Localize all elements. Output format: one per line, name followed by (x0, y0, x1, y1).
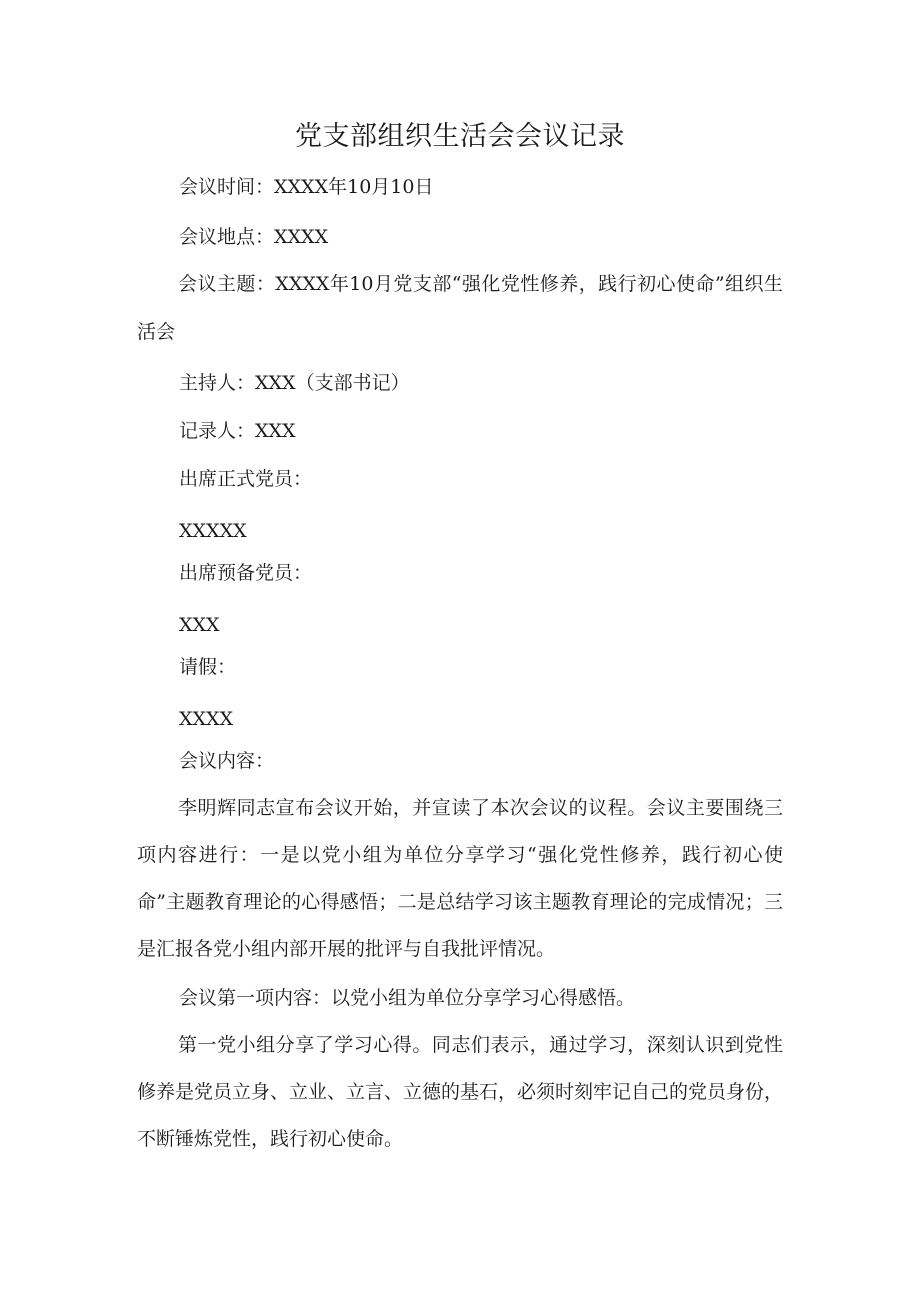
formal-members-label: 出席正式党员： (179, 468, 313, 490)
meeting-time: 会议时间：XXXX年10月10日 (179, 176, 434, 198)
probationary-members-value: XXX (179, 614, 220, 636)
content-label: 会议内容： (179, 750, 275, 772)
leave-label: 请假： (179, 656, 237, 678)
meeting-recorder: 记录人：XXX (179, 420, 296, 442)
document-title: 党支部组织生活会会议记录 (295, 121, 625, 152)
meeting-place: 会议地点：XXXX (179, 226, 329, 248)
meeting-topic: 会议主题：XXXX年10月党支部“强化党性修养，践行初心使命”组织生活会 (137, 273, 783, 343)
agenda-paragraph: 李明辉同志宣布会议开始，并宣读了本次会议的议程。会议主要围绕三项内容进行：一是以党小组为单位分享学习“强化党性修养，践行初心使命”主题教育理论的心得感悟；二是总结学习该主题教育理论的完成情况；三是汇报各党小组内部开展的批评与自我批评情况。 (137, 797, 783, 960)
probationary-members-label: 出席预备党员： (179, 562, 313, 584)
item-one-heading: 会议第一项内容：以党小组为单位分享学习心得感悟。 (179, 987, 636, 1009)
leave-value: XXXX (179, 708, 234, 730)
meeting-host: 主持人：XXX（支部书记） (179, 372, 410, 394)
group-one-paragraph: 第一党小组分享了学习心得。同志们表示，通过学习，深刻认识到党性修养是党员立身、立业、立言、立德的基石，必须时刻牢记自己的党员身份，不断锤炼党性，践行初心使命。 (137, 1034, 784, 1150)
formal-members-value: XXXXX (179, 520, 247, 542)
